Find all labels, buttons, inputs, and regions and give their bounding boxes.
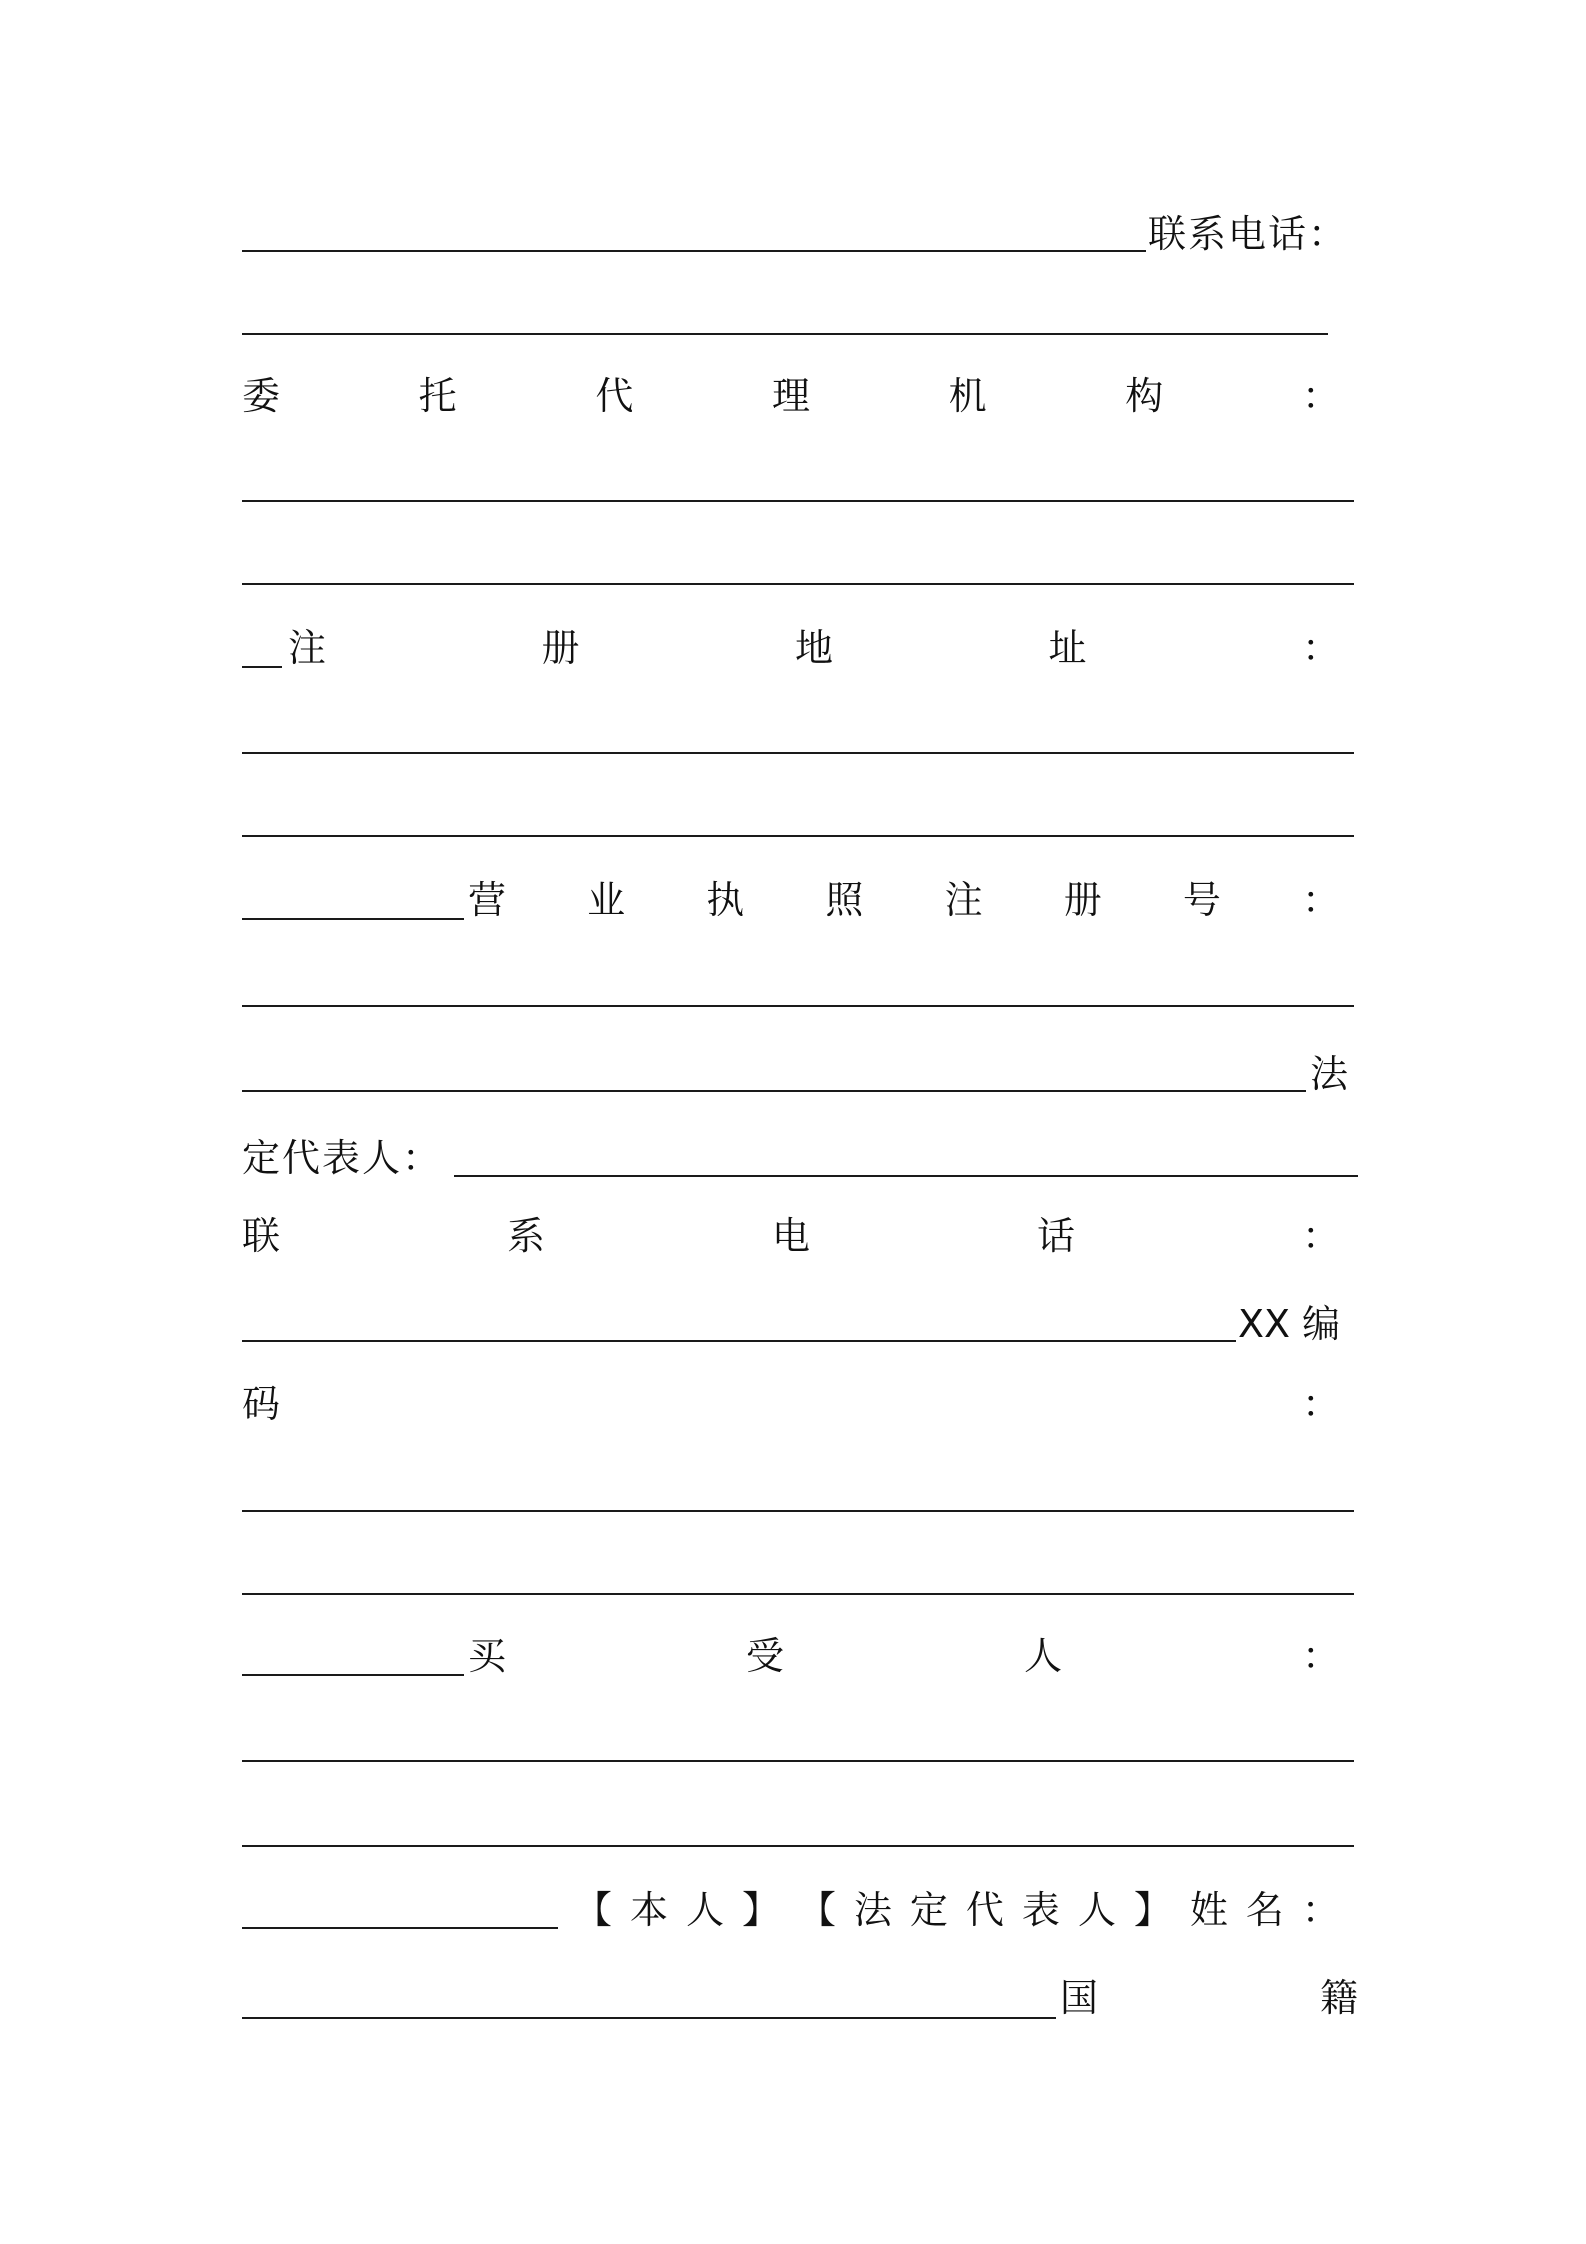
label-colon: ： bbox=[1301, 1382, 1340, 1426]
label-char: 定 bbox=[909, 1888, 948, 1932]
address-label bbox=[288, 624, 1340, 672]
label-char: 】 bbox=[1133, 1888, 1172, 1932]
label-char: 照 bbox=[825, 878, 864, 922]
label-char: 表 bbox=[1021, 1888, 1060, 1932]
label-char: 系 bbox=[506, 1214, 545, 1258]
label-char: 业 bbox=[587, 878, 626, 922]
label-char: 册 bbox=[1063, 878, 1102, 922]
label-char: 代 bbox=[595, 374, 634, 418]
label-char: 名 bbox=[1245, 1888, 1284, 1932]
label-char: 】 bbox=[741, 1888, 780, 1932]
blank-line bbox=[242, 583, 1354, 585]
legal-rep-label-start: 法 bbox=[1310, 1052, 1351, 1096]
blank-line bbox=[242, 1340, 1236, 1342]
buyer-label bbox=[468, 1632, 1340, 1680]
blank-line bbox=[242, 1510, 1354, 1512]
blank-line bbox=[242, 918, 464, 920]
label-char: 【 bbox=[574, 1888, 613, 1932]
label-char: 理 bbox=[771, 374, 810, 418]
blank-line bbox=[242, 752, 1354, 754]
blank-line bbox=[242, 1090, 1306, 1092]
blank-line bbox=[242, 1005, 1354, 1007]
label-char: 营 bbox=[468, 878, 507, 922]
label-char: 人 bbox=[1077, 1888, 1116, 1932]
blank-line bbox=[242, 500, 1354, 502]
name-label bbox=[574, 1886, 1340, 1934]
code-label-end bbox=[242, 1380, 1340, 1428]
label-char: 注 bbox=[288, 626, 327, 670]
blank-line bbox=[242, 333, 1328, 335]
label-char: 人 bbox=[685, 1888, 724, 1932]
label-char: 册 bbox=[541, 626, 580, 670]
label-char: 构 bbox=[1125, 374, 1164, 418]
label-colon: ： bbox=[1301, 1634, 1340, 1678]
label-char: 地 bbox=[794, 626, 833, 670]
label-char: 买 bbox=[468, 1634, 507, 1678]
label-char: 委 bbox=[242, 374, 281, 418]
label-char: 受 bbox=[745, 1634, 784, 1678]
code-label-start: XX 编 bbox=[1238, 1302, 1341, 1346]
label-char: 机 bbox=[948, 374, 987, 418]
agency-label bbox=[242, 372, 1340, 420]
legal-rep-label-end: 定代表人： bbox=[242, 1136, 443, 1180]
label-char: 人 bbox=[1023, 1634, 1062, 1678]
label-colon: ： bbox=[1301, 626, 1340, 670]
label-char: 执 bbox=[706, 878, 745, 922]
phone-label: 联系电话： bbox=[1148, 212, 1349, 256]
label-char: 姓 bbox=[1189, 1888, 1228, 1932]
blank-line bbox=[242, 1593, 1354, 1595]
label-char: 本 bbox=[629, 1888, 668, 1932]
label-char: 话 bbox=[1036, 1214, 1075, 1258]
label-char: 址 bbox=[1048, 626, 1087, 670]
label-char: 【 bbox=[797, 1888, 836, 1932]
contact-phone-label bbox=[242, 1212, 1340, 1260]
label-char: 法 bbox=[853, 1888, 892, 1932]
blank-line bbox=[242, 1674, 464, 1676]
label-char: 号 bbox=[1182, 878, 1221, 922]
label-colon: ： bbox=[1301, 878, 1340, 922]
blank-line bbox=[242, 835, 1354, 837]
blank-line bbox=[242, 1845, 1354, 1847]
blank-line bbox=[242, 250, 1146, 252]
label-char: 代 bbox=[965, 1888, 1004, 1932]
label-colon: ： bbox=[1301, 1888, 1340, 1932]
blank-line bbox=[242, 1927, 558, 1929]
label-char: 托 bbox=[418, 374, 457, 418]
label-colon: ： bbox=[1301, 374, 1340, 418]
label-char: 注 bbox=[944, 878, 983, 922]
blank-line bbox=[454, 1175, 1358, 1177]
label-char: 码 bbox=[242, 1382, 281, 1426]
nationality-label bbox=[1060, 1974, 1358, 2022]
label-colon: ： bbox=[1301, 1214, 1340, 1258]
blank-line bbox=[242, 1760, 1354, 1762]
label-char: 国 bbox=[1060, 1976, 1099, 2020]
label-char: 联 bbox=[242, 1214, 281, 1258]
blank-line bbox=[242, 2017, 1056, 2019]
label-char: 籍 bbox=[1319, 1976, 1358, 2020]
label-char: 电 bbox=[771, 1214, 810, 1258]
license-label bbox=[468, 876, 1340, 924]
blank-line bbox=[242, 666, 282, 668]
